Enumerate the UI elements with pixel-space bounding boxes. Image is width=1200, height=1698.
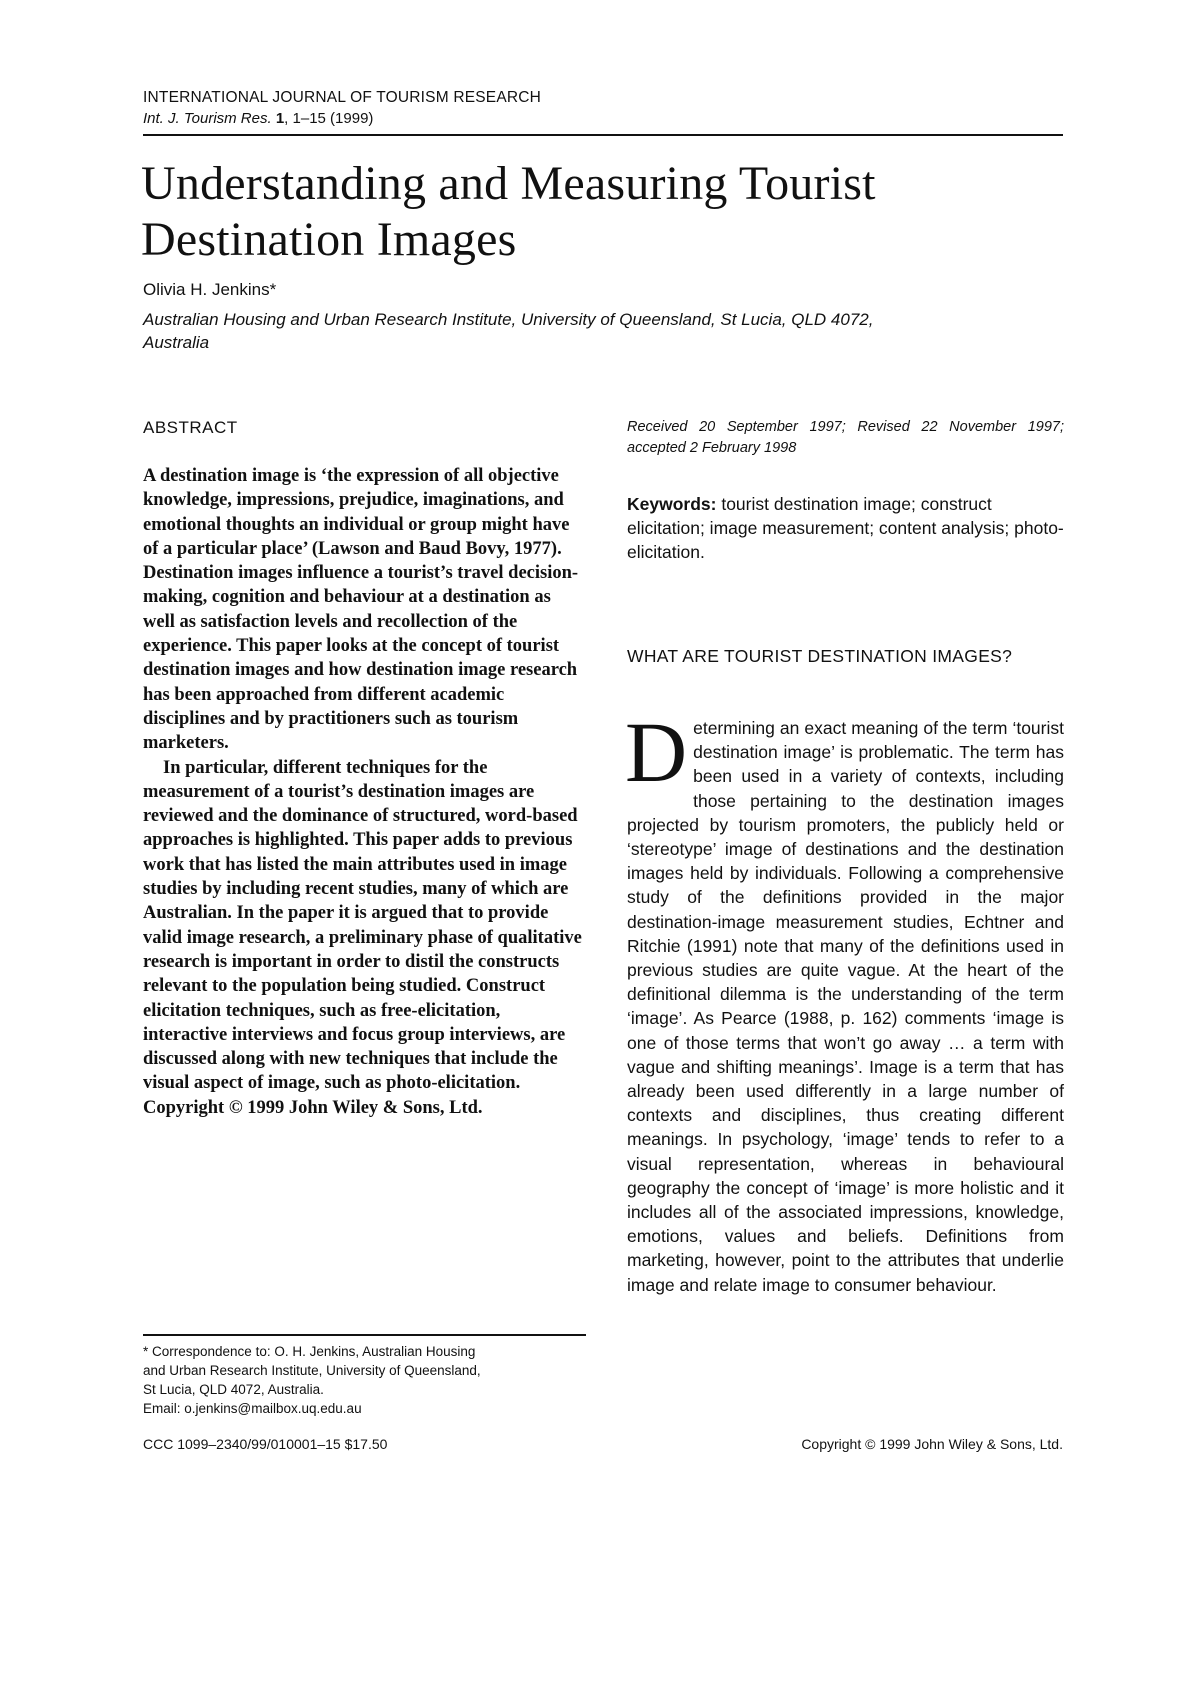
citation-journal-abbrev: Int. J. Tourism Res.	[143, 110, 272, 127]
correspondence-footnote	[143, 1342, 586, 1418]
footnote-divider	[143, 1334, 586, 1336]
copyright-footer: Copyright © 1999 John Wiley & Sons, Ltd.	[801, 1436, 1063, 1452]
drop-cap: D	[625, 704, 688, 800]
section-heading: WHAT ARE TOURIST DESTINATION IMAGES?	[627, 646, 1013, 666]
author-affiliation	[143, 308, 1043, 354]
affiliation-line1: Australian Housing and Urban Research Institute, University of Queensland, St Lucia, QLD 4072,	[143, 310, 874, 329]
header-divider	[143, 134, 1063, 136]
body-paragraph-text: etermining an exact meaning of the term ‘tourist destination image’ is problematic. The term has been used in a variety of contexts, including those pertaining to the destination images projected by tourism promoters, the publicly held or ‘stereotype’ image of destinations and the destination images held by individuals. Following a comprehensive study of the definitions provided in the major destination-image measurement studies, Echtner and Ritchie (1991) note that many of the definitions used in previous studies are quite vague. At the heart of the definitional dilemma is the understanding of the term ‘image’. As Pearce (1988, p. 162) comments ‘image is one of those terms that won’t go away … a term with vague and shifting meanings’. Image is a term that has already been used differently in a large number of contexts and disciplines, thus creating different meanings. In psychology, ‘image’ tends to refer to a visual representation, whereas in behavioural geography the concept of ‘image’ is more holistic and it includes all of the associated impressions, knowledge, emotions, values and beliefs. Definitions from marketing, however, point to the attributes that underlie image and relate image to consumer behaviour.	[627, 718, 1064, 1295]
article-title-line1: Understanding and Measuring Tourist	[141, 157, 876, 210]
affiliation-line2: Australia	[143, 333, 210, 352]
citation-pages-year: , 1–15 (1999)	[284, 110, 374, 127]
footnote-line-3: St Lucia, QLD 4072, Australia.	[143, 1382, 324, 1397]
abstract-paragraph-1: A destination image is ‘the expression of all objective knowledge, impressions, prejudice, imaginations, and emotional thoughts an individual or group might have of a particular place’ (Lawson and Baud Bovy, 1977). Destination images influence a tourist’s travel decision-making, cognition and behaviour at a destination as well as satisfaction levels and recollection of the experience. This paper looks at the concept of tourist destination images and how destination image research has been approached from different academic disciplines and by practitioners such as tourism marketers.	[143, 466, 579, 754]
footnote-line-2: and Urban Research Institute, University of Queensland,	[143, 1363, 481, 1378]
body-paragraph	[625, 704, 1064, 1297]
citation-volume: 1	[275, 110, 285, 127]
abstract-paragraph-2: In particular, different techniques for the measurement of a tourist’s destination images are reviewed and the dominance of structured, word-based approaches is highlighted. This paper adds to previous work that has listed the main attributes used in image studies by including recent studies, many of which are Australian. In the paper it is argued that to provide valid image research, a preliminary phase of qualitative research is important in order to distil the constructs relevant to the population being studied. Construct elicitation techniques, such as free-elicitation, interactive interviews and focus group interviews, are discussed along with new techniques that include the visual aspect of image, such as photo-elicitation. Copyright © 1999 John Wiley & Sons, Ltd.	[143, 757, 582, 1118]
article-title	[141, 156, 1101, 268]
received-dates: Received 20 September 1997; Revised 22 November 1997; accepted 2 February 1998	[627, 419, 1064, 456]
journal-citation	[143, 110, 373, 127]
keywords	[627, 492, 1064, 564]
ccc-code: CCC 1099–2340/99/010001–15 $17.50	[143, 1436, 388, 1452]
footnote-line-1: * Correspondence to: O. H. Jenkins, Australian Housing	[143, 1344, 476, 1359]
keywords-label: Keywords:	[627, 494, 717, 514]
keywords-list: tourist destination image; construct elicitation; image measurement; content analysis; photo-elicitation.	[627, 494, 1064, 562]
author-name: Olivia H. Jenkins*	[143, 280, 277, 299]
abstract-heading: ABSTRACT	[143, 418, 238, 437]
abstract-body	[143, 464, 585, 1120]
body-text	[625, 704, 1064, 1297]
article-title-line2: Destination Images	[141, 213, 517, 266]
journal-name: INTERNATIONAL JOURNAL OF TOURISM RESEARCH	[143, 89, 542, 106]
footnote-email: Email: o.jenkins@mailbox.uq.edu.au	[143, 1401, 362, 1416]
